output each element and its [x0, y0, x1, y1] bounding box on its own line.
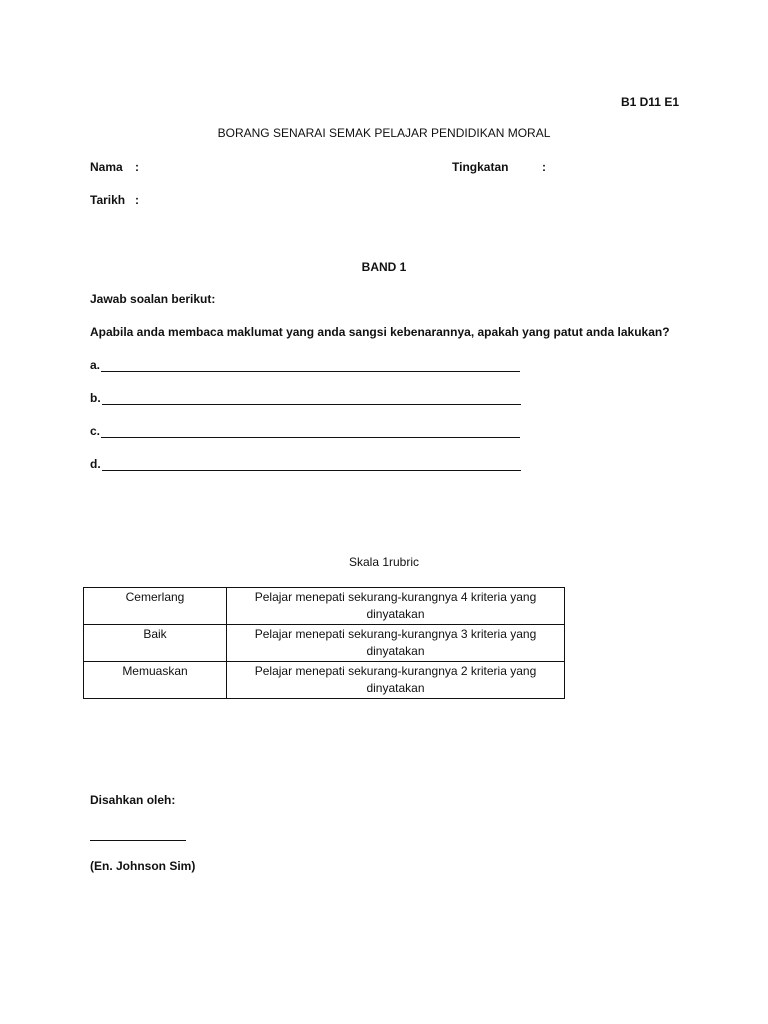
answer-line-b[interactable]: [90, 391, 521, 405]
table-row: [84, 588, 565, 625]
answer-line-c[interactable]: [90, 424, 520, 438]
table-row: [84, 662, 565, 699]
rubric-level: Memuaskan: [84, 662, 227, 699]
answer-blank-b[interactable]: [102, 392, 521, 405]
band-heading: BAND 1: [361, 260, 407, 274]
rubric-level: Cemerlang: [84, 588, 227, 625]
tingkatan-label: Tingkatan: [452, 160, 509, 174]
question-text: Apabila anda membaca maklumat yang anda sangsi kebenarannya, apakah yang patut anda lakukan?: [90, 325, 670, 339]
tarikh-colon: :: [135, 193, 139, 207]
tingkatan-colon: :: [542, 160, 546, 174]
rubric-description: Pelajar menepati sekurang-kurangnya 3 kriteria yang dinyatakan: [227, 625, 565, 662]
answer-label-c: c.: [90, 424, 101, 438]
rubric-table: [83, 587, 565, 699]
approval-label: Disahkan oleh:: [90, 793, 176, 807]
form-title: BORANG SENARAI SEMAK PELAJAR PENDIDIKAN MORAL: [217, 126, 551, 140]
rubric-level: Baik: [84, 625, 227, 662]
approver-name: (En. Johnson Sim): [90, 859, 196, 873]
answer-label-d: d.: [90, 457, 101, 471]
rubric-description: Pelajar menepati sekurang-kurangnya 2 kriteria yang dinyatakan: [227, 662, 565, 699]
table-row: [84, 625, 565, 662]
instruction-text: Jawab soalan berikut:: [90, 292, 216, 306]
answer-line-a[interactable]: [90, 358, 520, 372]
signature-line[interactable]: [90, 840, 186, 841]
document-code: B1 D11 E1: [620, 95, 679, 109]
answer-line-d[interactable]: [90, 457, 521, 471]
rubric-description: Pelajar menepati sekurang-kurangnya 4 kriteria yang dinyatakan: [227, 588, 565, 625]
nama-colon: :: [135, 160, 139, 174]
answer-blank-a[interactable]: [101, 359, 520, 372]
tarikh-label: Tarikh: [90, 193, 126, 207]
scale-title: Skala 1rubric: [348, 555, 420, 569]
answer-blank-d[interactable]: [102, 458, 521, 471]
answer-label-a: a.: [90, 358, 101, 372]
nama-label: Nama: [90, 160, 123, 174]
answer-blank-c[interactable]: [101, 425, 520, 438]
answer-label-b: b.: [90, 391, 101, 405]
